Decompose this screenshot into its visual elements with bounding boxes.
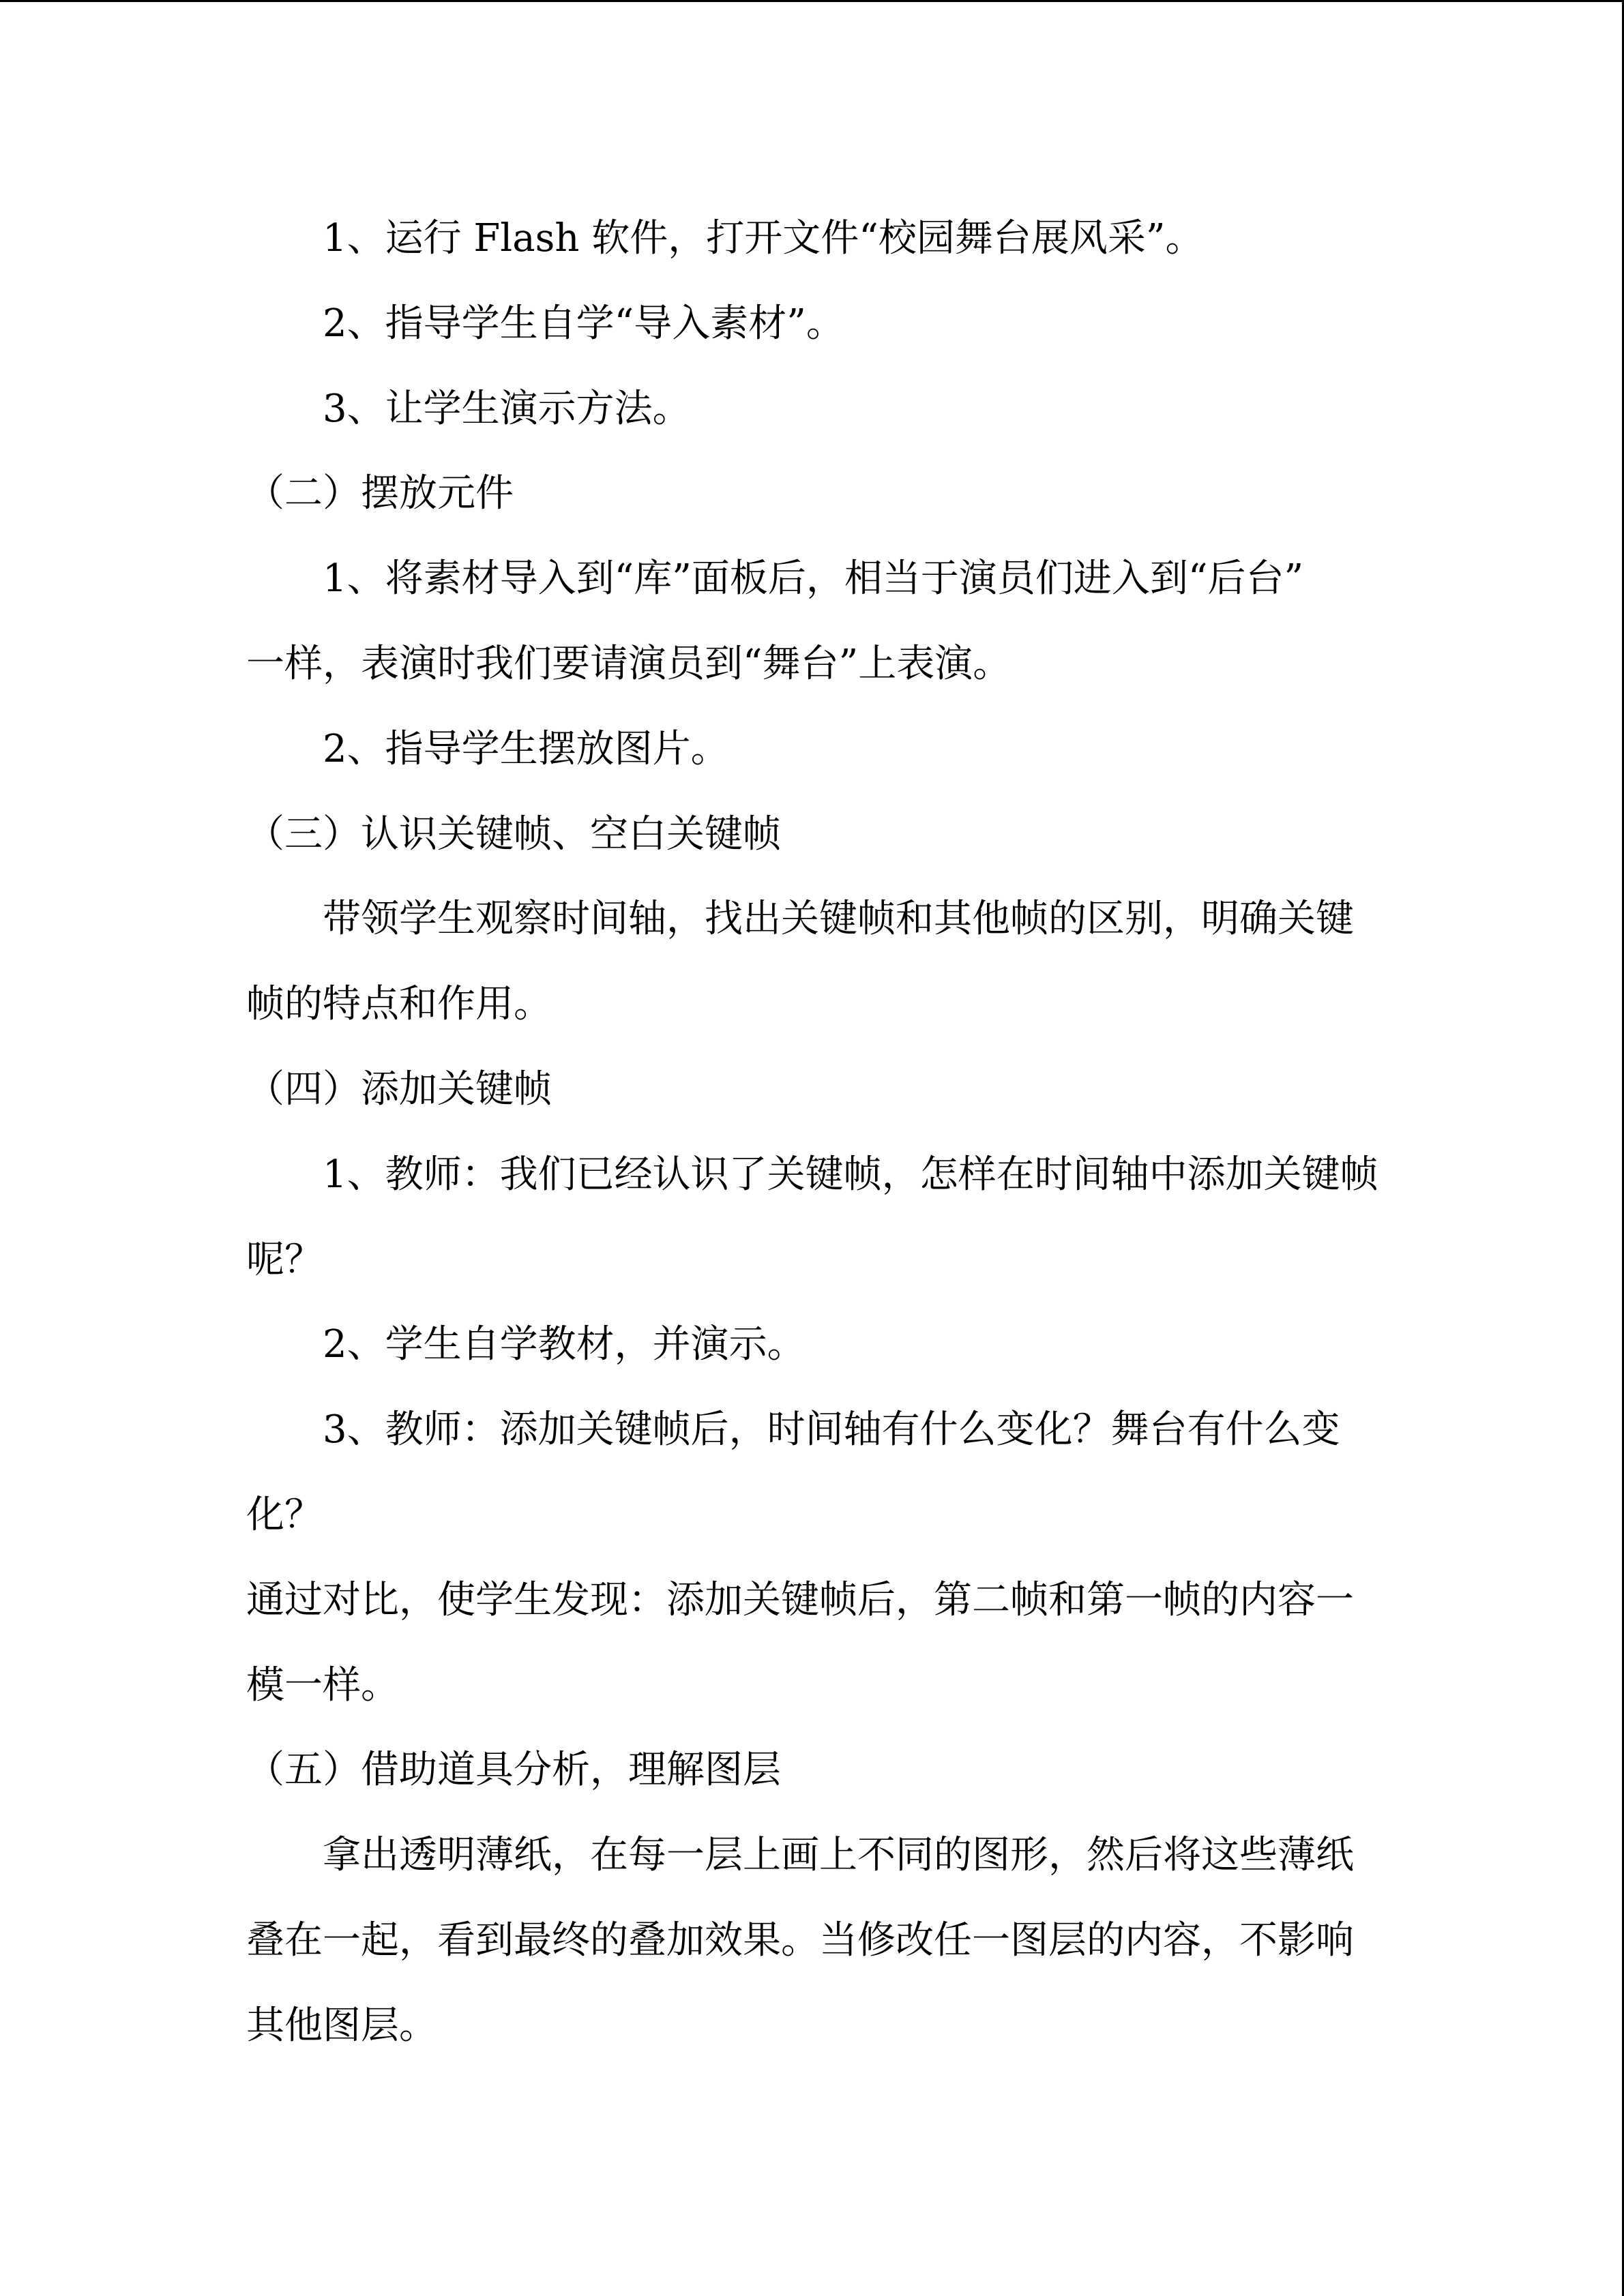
paragraph-line: 3、教师：添加关键帧后，时间轴有什么变化？舞台有什么变 — [323, 1407, 1340, 1452]
paragraph-line: 化？ — [246, 1492, 323, 1537]
paragraph-line: 1、教师：我们已经认识了关键帧，怎样在时间轴中添加关键帧 — [323, 1152, 1378, 1197]
paragraph-line: 帧的特点和作用。 — [246, 982, 552, 1027]
paragraph-line: 叠在一起，看到最终的叠加效果。当修改任一图层的内容，不影响 — [246, 1918, 1354, 1963]
paragraph-line: 2、学生自学教材，并演示。 — [323, 1322, 806, 1367]
paragraph-line: 模一样。 — [246, 1663, 399, 1708]
section-heading: （三）认识关键帧、空白关键帧 — [246, 811, 781, 856]
step-line: 3、让学生演示方法。 — [323, 386, 691, 431]
document-body — [246, 196, 1406, 2069]
paragraph-line: 其他图层。 — [246, 2003, 437, 2048]
paragraph-line: 带领学生观察时间轴，找出关键帧和其他帧的区别，明确关键 — [323, 897, 1354, 942]
paragraph-line: 一样，表演时我们要请演员到“舞台”上表演。 — [246, 641, 1012, 686]
section-heading: （五）借助道具分析，理解图层 — [246, 1748, 781, 1793]
paragraph-line: 1、将素材导入到“库”面板后，相当于演员们进入到“后台” — [323, 556, 1304, 601]
paragraph-line: 2、指导学生摆放图片。 — [323, 726, 729, 771]
paragraph-line: 通过对比，使学生发现：添加关键帧后，第二帧和第一帧的内容一 — [246, 1577, 1354, 1622]
section-heading: （四）添加关键帧 — [246, 1067, 552, 1112]
step-line: 1、运行 Flash 软件，打开文件“校园舞台展风采”。 — [323, 216, 1204, 260]
paragraph-line: 拿出透明薄纸，在每一层上画上不同的图形，然后将这些薄纸 — [323, 1833, 1354, 1878]
step-line: 2、指导学生自学“导入素材”。 — [323, 301, 844, 346]
section-heading: （二）摆放元件 — [246, 471, 514, 516]
paragraph-line: 呢？ — [246, 1237, 323, 1282]
